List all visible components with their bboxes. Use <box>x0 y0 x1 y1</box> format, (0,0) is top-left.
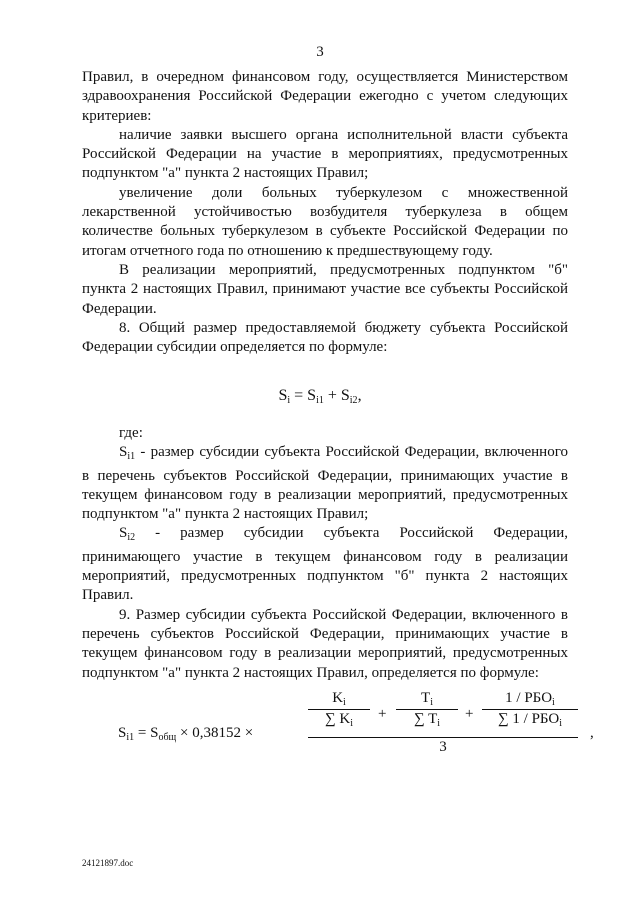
f2-t-den-sub: i <box>437 718 441 729</box>
f2-k-den-sub: i <box>350 718 354 729</box>
f2-rbo-num-sub: i <box>552 697 555 708</box>
f2-coef: 0,38152 <box>192 725 241 741</box>
f2-lhs: S <box>118 725 127 741</box>
definition-si1 <box>82 443 568 524</box>
f2-t-num <box>396 690 458 708</box>
f2-k-num <box>308 690 370 708</box>
f1-plus: + <box>323 387 341 404</box>
f2-plus2: + <box>465 706 474 722</box>
f2-left-part <box>118 725 253 743</box>
f2-rbo-num-text: 1 / РБО <box>505 690 553 706</box>
f2-main-fraction <box>308 690 578 756</box>
f2-times1: × <box>176 725 193 741</box>
f2-rbo-den-text: ∑ 1 / РБО <box>497 711 560 727</box>
paragraph-p1: Правил, в очередном финансовом году, осуществляется Министерством здравоохранения Российской Федерации ежегодно с учетом следующих критериев: <box>82 69 568 124</box>
paragraph-p6: 9. Размер субсидии субъекта Российской Федерации, включенного в перечень субъектов Российской Федерации, принимающих участие в текущем финансовом году в реализации мероприятий, предусмотренных подпунктом "а" пункта 2 настоящих Правил, определяется по формуле: <box>82 606 568 681</box>
f1-t1: S <box>307 387 317 404</box>
f2-t-num-text: T <box>421 690 431 706</box>
definition-si2 <box>82 524 568 605</box>
f2-lhs-sub: i1 <box>126 732 135 743</box>
paragraph-p3: увеличение доли больных туберкулезом с множественной лекарственной устойчивостью возбудителя туберкулеза в общем количестве больных туберкулезом в субъекте Российской Федерации по итогам отчетного года по отношению к предшествующему году. <box>82 184 568 259</box>
text-block-2 <box>82 424 568 683</box>
f1-lhs-sub: i <box>287 395 291 406</box>
f2-sobsh: S <box>150 725 159 741</box>
text-block-1 <box>82 68 568 357</box>
def1-symbol-sub: i1 <box>127 451 136 463</box>
f2-k-den-text: ∑ K <box>324 711 351 727</box>
f2-rbo-num <box>482 690 578 708</box>
f2-rbo-den-sub: i <box>559 718 563 729</box>
f2-main-numerator <box>308 690 578 736</box>
f2-t-num-sub: i <box>430 697 433 708</box>
f2-t-den <box>396 711 458 729</box>
def1-symbol: S <box>119 444 128 461</box>
f2-plus1: + <box>378 706 387 722</box>
f1-t2-sub: i2 <box>349 395 358 406</box>
f2-rbo-bar <box>482 709 578 710</box>
page-number: 3 <box>316 44 324 60</box>
f1-t2: S <box>340 387 350 404</box>
def2-symbol-sub: i2 <box>127 532 136 544</box>
f2-tail: , <box>590 725 594 741</box>
f2-k-den <box>308 711 370 729</box>
footer-filename: 24121897.doc <box>82 858 134 868</box>
where-label: где: <box>119 425 143 441</box>
f2-k-num-sub: i <box>343 697 346 708</box>
def2-text: - размер субсидии субъекта Российской Федерации, принимающего участие в текущем финансовом году в реализации мероприятий, предусмотренных подпунктом "б" пункта 2 настоящих Правил. <box>82 525 568 604</box>
paragraph-p2: наличие заявки высшего органа исполнительной власти субъекта Российской Федерации на участие в мероприятиях, предусмотренных подпунктом "а" пункта 2 настоящих Правил; <box>82 126 568 182</box>
f2-t-bar <box>396 709 458 710</box>
f2-t-den-text: ∑ T <box>413 711 438 727</box>
def1-text: - размер субсидии субъекта Российской Федерации, включенного в перечень субъектов Российской Федерации, принимающих участие в текущем финансовом году в реализации мероприятий, предусмотренных подпунктом "а" пункта 2 настоящих Правил; <box>82 444 568 523</box>
f2-main-bar <box>308 737 578 738</box>
paragraph-p5: 8. Общий размер предоставляемой бюджету субъекта Российской Федерации субсидии определяется по формуле: <box>82 319 568 356</box>
f2-rbo-den <box>482 711 578 729</box>
paragraph-p4: В реализации мероприятий, предусмотренных подпунктом "б" пункта 2 настоящих Правил, принимают участие все субъекты Российской Федерации. <box>82 261 568 317</box>
f2-eq: = <box>134 725 151 741</box>
def2-symbol: S <box>119 525 128 542</box>
f1-t1-sub: i1 <box>316 395 324 406</box>
f2-frac-t <box>396 690 458 729</box>
f1-tail: , <box>357 387 362 404</box>
f2-k-num-text: K <box>332 690 344 706</box>
f2-frac-k <box>308 690 370 729</box>
formula-total-subsidy <box>0 387 640 406</box>
f2-k-bar <box>308 709 370 710</box>
f2-sobsh-sub: общ <box>158 732 177 743</box>
f1-eq: = <box>290 387 308 404</box>
f2-frac-rbo <box>482 690 578 729</box>
f1-lhs: S <box>278 387 288 404</box>
f2-main-denominator: 3 <box>439 739 447 755</box>
f2-times2: × <box>240 725 254 741</box>
